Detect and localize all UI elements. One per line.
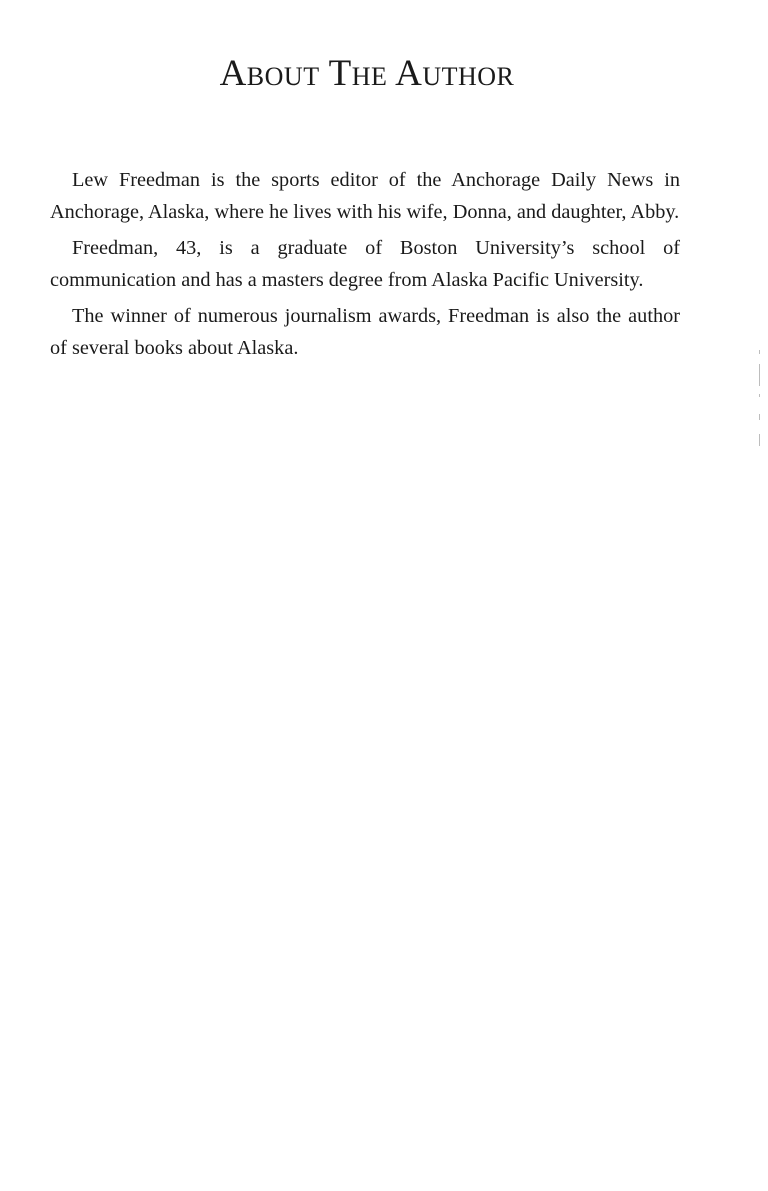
bio-paragraph-3: The winner of numerous journalism awards, Freedman is also the author of several books about Alaska. [50,305,680,359]
page-title: About The Author [219,53,515,94]
scan-edge-marks [756,350,764,460]
author-bio [50,164,680,364]
bio-paragraph-2: Freedman, 43, is a graduate of Boston University’s school of communication and has a masters degree from Alaska Pacific University. [50,237,680,291]
bio-paragraph-1: Lew Freedman is the sports editor of the Anchorage Daily News in Anchorage, Alaska, where he lives with his wife, Donna, and daughter, Abby. [50,169,680,223]
